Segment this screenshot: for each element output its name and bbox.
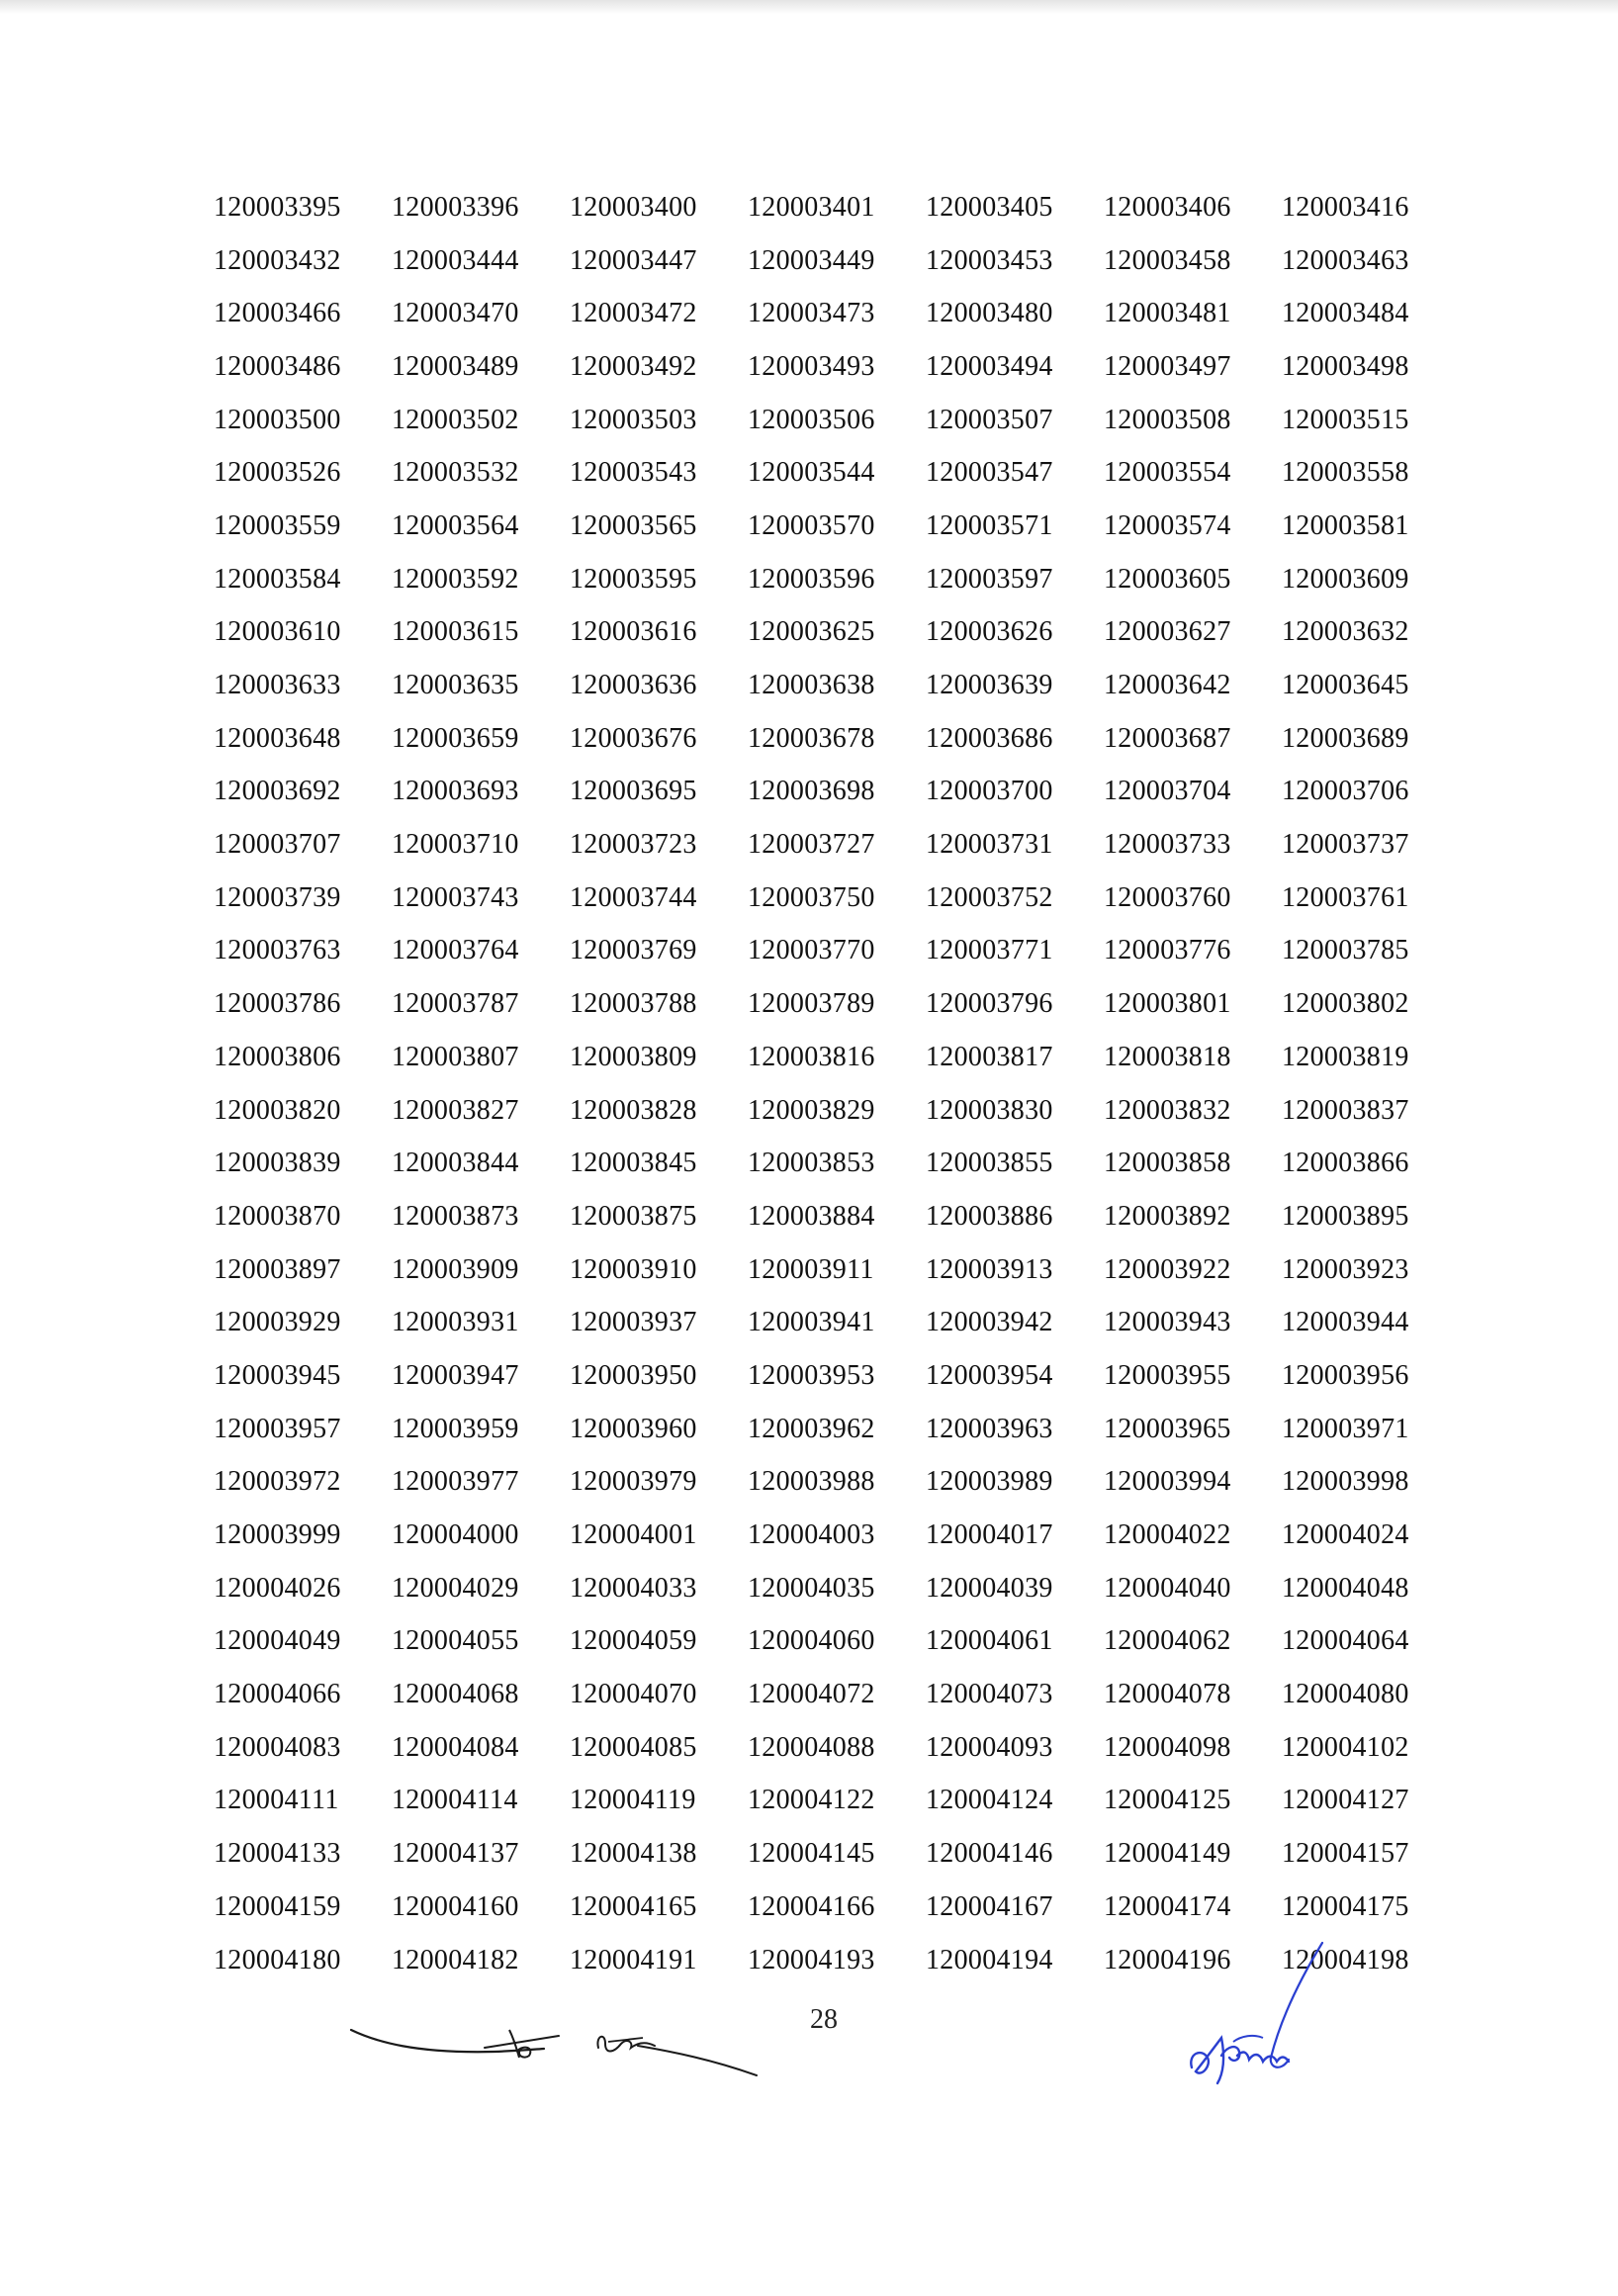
number-cell: 120003739 bbox=[214, 881, 341, 913]
number-cell: 120003625 bbox=[748, 616, 875, 648]
number-cell: 120003818 bbox=[1104, 1041, 1231, 1072]
number-cell: 120004180 bbox=[214, 1944, 341, 1975]
number-cell: 120003796 bbox=[926, 988, 1053, 1020]
table-row bbox=[214, 659, 1440, 712]
number-cell: 120004017 bbox=[926, 1519, 1053, 1551]
number-cell: 120003957 bbox=[214, 1413, 341, 1444]
number-cell: 120003820 bbox=[214, 1094, 341, 1126]
number-cell: 120003945 bbox=[214, 1359, 341, 1391]
table-row bbox=[214, 977, 1440, 1031]
number-cell: 120003605 bbox=[1104, 563, 1231, 595]
number-cell: 120004194 bbox=[926, 1944, 1053, 1975]
number-cell: 120003953 bbox=[748, 1359, 875, 1391]
number-cell: 120003486 bbox=[214, 350, 341, 382]
number-cell: 120003731 bbox=[926, 829, 1053, 861]
number-cell: 120003574 bbox=[1104, 509, 1231, 541]
number-cell: 120004088 bbox=[748, 1731, 875, 1763]
number-cell: 120003571 bbox=[926, 509, 1053, 541]
number-cell: 120004137 bbox=[392, 1838, 519, 1870]
number-cell: 120003770 bbox=[748, 935, 875, 966]
number-cell: 120003416 bbox=[1282, 191, 1409, 223]
number-cell: 120003733 bbox=[1104, 829, 1231, 861]
page-number: 28 bbox=[810, 2004, 838, 2035]
number-cell: 120004093 bbox=[926, 1731, 1053, 1763]
table-row bbox=[214, 1721, 1440, 1775]
number-cell: 120003875 bbox=[570, 1200, 697, 1232]
table-row bbox=[214, 553, 1440, 606]
number-cell: 120004040 bbox=[1104, 1572, 1231, 1604]
number-cell: 120003627 bbox=[1104, 616, 1231, 648]
number-cell: 120003828 bbox=[570, 1094, 697, 1126]
number-cell: 120003752 bbox=[926, 881, 1053, 913]
number-cell: 120003989 bbox=[926, 1466, 1053, 1498]
table-row bbox=[214, 394, 1440, 447]
number-cell: 120003472 bbox=[570, 298, 697, 329]
number-cell: 120003837 bbox=[1282, 1094, 1409, 1126]
table-row bbox=[214, 712, 1440, 766]
number-cell: 120003706 bbox=[1282, 776, 1409, 807]
number-cell: 120004102 bbox=[1282, 1731, 1409, 1763]
number-cell: 120003449 bbox=[748, 244, 875, 276]
number-cell: 120004062 bbox=[1104, 1625, 1231, 1657]
table-row bbox=[214, 340, 1440, 394]
number-cell: 120003497 bbox=[1104, 350, 1231, 382]
number-cell: 120003626 bbox=[926, 616, 1053, 648]
number-cell: 120003943 bbox=[1104, 1307, 1231, 1338]
number-cell: 120004026 bbox=[214, 1572, 341, 1604]
number-cell: 120003999 bbox=[214, 1519, 341, 1551]
signature-right-icon bbox=[1182, 1939, 1340, 2107]
number-cell: 120003941 bbox=[748, 1307, 875, 1338]
number-cell: 120004064 bbox=[1282, 1625, 1409, 1657]
number-cell: 120003695 bbox=[570, 776, 697, 807]
number-cell: 120003944 bbox=[1282, 1307, 1409, 1338]
number-cell: 120003633 bbox=[214, 670, 341, 701]
table-row bbox=[214, 818, 1440, 872]
number-cell: 120003500 bbox=[214, 404, 341, 435]
table-body bbox=[214, 181, 1440, 1986]
registration-number-table bbox=[214, 181, 1440, 1986]
table-row bbox=[214, 446, 1440, 500]
number-cell: 120003819 bbox=[1282, 1041, 1409, 1072]
number-cell: 120004149 bbox=[1104, 1838, 1231, 1870]
number-cell: 120003771 bbox=[926, 935, 1053, 966]
number-cell: 120003508 bbox=[1104, 404, 1231, 435]
number-cell: 120003466 bbox=[214, 298, 341, 329]
number-cell: 120003962 bbox=[748, 1413, 875, 1444]
table-row bbox=[214, 1775, 1440, 1828]
number-cell: 120004060 bbox=[748, 1625, 875, 1657]
number-cell: 120004160 bbox=[392, 1890, 519, 1922]
table-row bbox=[214, 234, 1440, 288]
number-cell: 120004059 bbox=[570, 1625, 697, 1657]
number-cell: 120003498 bbox=[1282, 350, 1409, 382]
number-cell: 120003744 bbox=[570, 881, 697, 913]
number-cell: 120003937 bbox=[570, 1307, 697, 1338]
number-cell: 120004022 bbox=[1104, 1519, 1231, 1551]
number-cell: 120003866 bbox=[1282, 1148, 1409, 1179]
number-cell: 120003447 bbox=[570, 244, 697, 276]
number-cell: 120003855 bbox=[926, 1148, 1053, 1179]
number-cell: 120003761 bbox=[1282, 881, 1409, 913]
number-cell: 120003955 bbox=[1104, 1359, 1231, 1391]
number-cell: 120003659 bbox=[392, 722, 519, 754]
number-cell: 120003638 bbox=[748, 670, 875, 701]
number-cell: 120003698 bbox=[748, 776, 875, 807]
table-row bbox=[214, 1668, 1440, 1721]
number-cell: 120003931 bbox=[392, 1307, 519, 1338]
table-row bbox=[214, 1349, 1440, 1403]
number-cell: 120004078 bbox=[1104, 1679, 1231, 1710]
number-cell: 120003909 bbox=[392, 1253, 519, 1285]
number-cell: 120003401 bbox=[748, 191, 875, 223]
number-cell: 120004159 bbox=[214, 1890, 341, 1922]
number-cell: 120003845 bbox=[570, 1148, 697, 1179]
table-row bbox=[214, 925, 1440, 978]
number-cell: 120003776 bbox=[1104, 935, 1231, 966]
number-cell: 120004068 bbox=[392, 1679, 519, 1710]
number-cell: 120003544 bbox=[748, 457, 875, 489]
number-cell: 120003581 bbox=[1282, 509, 1409, 541]
number-cell: 120003839 bbox=[214, 1148, 341, 1179]
table-row bbox=[214, 1296, 1440, 1349]
number-cell: 120003642 bbox=[1104, 670, 1231, 701]
number-cell: 120003484 bbox=[1282, 298, 1409, 329]
table-row bbox=[214, 500, 1440, 553]
number-cell: 120003700 bbox=[926, 776, 1053, 807]
number-cell: 120004084 bbox=[392, 1731, 519, 1763]
number-cell: 120004066 bbox=[214, 1679, 341, 1710]
number-cell: 120004035 bbox=[748, 1572, 875, 1604]
number-cell: 120004193 bbox=[748, 1944, 875, 1975]
table-row bbox=[214, 1509, 1440, 1562]
number-cell: 120004124 bbox=[926, 1785, 1053, 1816]
number-cell: 120003750 bbox=[748, 881, 875, 913]
table-row bbox=[214, 1456, 1440, 1510]
table-row bbox=[214, 1827, 1440, 1881]
number-cell: 120003689 bbox=[1282, 722, 1409, 754]
number-cell: 120003956 bbox=[1282, 1359, 1409, 1391]
number-cell: 120004098 bbox=[1104, 1731, 1231, 1763]
number-cell: 120004174 bbox=[1104, 1890, 1231, 1922]
number-cell: 120003632 bbox=[1282, 616, 1409, 648]
number-cell: 120004001 bbox=[570, 1519, 697, 1551]
table-row bbox=[214, 1137, 1440, 1190]
number-cell: 120004083 bbox=[214, 1731, 341, 1763]
number-cell: 120003609 bbox=[1282, 563, 1409, 595]
number-cell: 120004048 bbox=[1282, 1572, 1409, 1604]
number-cell: 120003858 bbox=[1104, 1148, 1231, 1179]
number-cell: 120003480 bbox=[926, 298, 1053, 329]
number-cell: 120003977 bbox=[392, 1466, 519, 1498]
number-cell: 120003786 bbox=[214, 988, 341, 1020]
table-row bbox=[214, 1881, 1440, 1934]
number-cell: 120004133 bbox=[214, 1838, 341, 1870]
number-cell: 120003994 bbox=[1104, 1466, 1231, 1498]
number-cell: 120003554 bbox=[1104, 457, 1231, 489]
number-cell: 120003458 bbox=[1104, 244, 1231, 276]
number-cell: 120003547 bbox=[926, 457, 1053, 489]
table-row bbox=[214, 766, 1440, 819]
number-cell: 120004049 bbox=[214, 1625, 341, 1657]
table-row bbox=[214, 606, 1440, 660]
number-cell: 120003788 bbox=[570, 988, 697, 1020]
number-cell: 120003895 bbox=[1282, 1200, 1409, 1232]
number-cell: 120003507 bbox=[926, 404, 1053, 435]
number-cell: 120003963 bbox=[926, 1413, 1053, 1444]
number-cell: 120003910 bbox=[570, 1253, 697, 1285]
number-cell: 120004003 bbox=[748, 1519, 875, 1551]
number-cell: 120003470 bbox=[392, 298, 519, 329]
number-cell: 120003526 bbox=[214, 457, 341, 489]
number-cell: 120003616 bbox=[570, 616, 697, 648]
number-cell: 120003707 bbox=[214, 829, 341, 861]
number-cell: 120004175 bbox=[1282, 1890, 1409, 1922]
number-cell: 120003801 bbox=[1104, 988, 1231, 1020]
table-row bbox=[214, 287, 1440, 340]
number-cell: 120003597 bbox=[926, 563, 1053, 595]
number-cell: 120003648 bbox=[214, 722, 341, 754]
number-cell: 120003704 bbox=[1104, 776, 1231, 807]
number-cell: 120004196 bbox=[1104, 1944, 1231, 1975]
number-cell: 120004070 bbox=[570, 1679, 697, 1710]
number-cell: 120003959 bbox=[392, 1413, 519, 1444]
number-cell: 120003954 bbox=[926, 1359, 1053, 1391]
number-cell: 120003405 bbox=[926, 191, 1053, 223]
number-cell: 120003595 bbox=[570, 563, 697, 595]
number-cell: 120004024 bbox=[1282, 1519, 1409, 1551]
number-cell: 120003639 bbox=[926, 670, 1053, 701]
number-cell: 120004119 bbox=[570, 1785, 696, 1816]
number-cell: 120003678 bbox=[748, 722, 875, 754]
number-cell: 120003596 bbox=[748, 563, 875, 595]
number-cell: 120003687 bbox=[1104, 722, 1231, 754]
number-cell: 120004157 bbox=[1282, 1838, 1409, 1870]
number-cell: 120003979 bbox=[570, 1466, 697, 1498]
number-cell: 120003950 bbox=[570, 1359, 697, 1391]
number-cell: 120004166 bbox=[748, 1890, 875, 1922]
number-cell: 120003570 bbox=[748, 509, 875, 541]
number-cell: 120003853 bbox=[748, 1148, 875, 1179]
table-row bbox=[214, 1615, 1440, 1669]
number-cell: 120003492 bbox=[570, 350, 697, 382]
number-cell: 120003395 bbox=[214, 191, 341, 223]
number-cell: 120003493 bbox=[748, 350, 875, 382]
number-cell: 120004122 bbox=[748, 1785, 875, 1816]
number-cell: 120003832 bbox=[1104, 1094, 1231, 1126]
number-cell: 120003764 bbox=[392, 935, 519, 966]
number-cell: 120003785 bbox=[1282, 935, 1409, 966]
number-cell: 120003988 bbox=[748, 1466, 875, 1498]
number-cell: 120003693 bbox=[392, 776, 519, 807]
number-cell: 120003806 bbox=[214, 1041, 341, 1072]
number-cell: 120003610 bbox=[214, 616, 341, 648]
number-cell: 120003463 bbox=[1282, 244, 1409, 276]
number-cell: 120003532 bbox=[392, 457, 519, 489]
number-cell: 120004085 bbox=[570, 1731, 697, 1763]
number-cell: 120003584 bbox=[214, 563, 341, 595]
number-cell: 120003827 bbox=[392, 1094, 519, 1126]
number-cell: 120003844 bbox=[392, 1148, 519, 1179]
number-cell: 120003723 bbox=[570, 829, 697, 861]
number-cell: 120003676 bbox=[570, 722, 697, 754]
number-cell: 120003998 bbox=[1282, 1466, 1409, 1498]
number-cell: 120003727 bbox=[748, 829, 875, 861]
number-cell: 120003972 bbox=[214, 1466, 341, 1498]
number-cell: 120003892 bbox=[1104, 1200, 1231, 1232]
number-cell: 120004145 bbox=[748, 1838, 875, 1870]
number-cell: 120003870 bbox=[214, 1200, 341, 1232]
number-cell: 120004182 bbox=[392, 1944, 519, 1975]
number-cell: 120004146 bbox=[926, 1838, 1053, 1870]
number-cell: 120003743 bbox=[392, 881, 519, 913]
table-row bbox=[214, 1562, 1440, 1615]
number-cell: 120003543 bbox=[570, 457, 697, 489]
number-cell: 120003809 bbox=[570, 1041, 697, 1072]
number-cell: 120003829 bbox=[748, 1094, 875, 1126]
number-cell: 120003686 bbox=[926, 722, 1053, 754]
number-cell: 120003565 bbox=[570, 509, 697, 541]
number-cell: 120003971 bbox=[1282, 1413, 1409, 1444]
number-cell: 120003947 bbox=[392, 1359, 519, 1391]
number-cell: 120004033 bbox=[570, 1572, 697, 1604]
number-cell: 120004125 bbox=[1104, 1785, 1231, 1816]
number-cell: 120003481 bbox=[1104, 298, 1231, 329]
number-cell: 120003911 bbox=[748, 1253, 874, 1285]
number-cell: 120003494 bbox=[926, 350, 1053, 382]
number-cell: 120003789 bbox=[748, 988, 875, 1020]
number-cell: 120003503 bbox=[570, 404, 697, 435]
number-cell: 120003737 bbox=[1282, 829, 1409, 861]
number-cell: 120003897 bbox=[214, 1253, 341, 1285]
number-cell: 120004039 bbox=[926, 1572, 1053, 1604]
number-cell: 120003473 bbox=[748, 298, 875, 329]
number-cell: 120004127 bbox=[1282, 1785, 1409, 1816]
number-cell: 120004000 bbox=[392, 1519, 519, 1551]
table-row bbox=[214, 1084, 1440, 1138]
number-cell: 120004167 bbox=[926, 1890, 1053, 1922]
scan-shadow bbox=[0, 0, 1618, 14]
number-cell: 120003564 bbox=[392, 509, 519, 541]
table-row bbox=[214, 1031, 1440, 1084]
number-cell: 120003922 bbox=[1104, 1253, 1231, 1285]
number-cell: 120004198 bbox=[1282, 1944, 1409, 1975]
number-cell: 120003515 bbox=[1282, 404, 1409, 435]
number-cell: 120003559 bbox=[214, 509, 341, 541]
number-cell: 120003453 bbox=[926, 244, 1053, 276]
number-cell: 120004061 bbox=[926, 1625, 1053, 1657]
number-cell: 120003802 bbox=[1282, 988, 1409, 1020]
number-cell: 120003873 bbox=[392, 1200, 519, 1232]
number-cell: 120003692 bbox=[214, 776, 341, 807]
number-cell: 120003787 bbox=[392, 988, 519, 1020]
number-cell: 120003965 bbox=[1104, 1413, 1231, 1444]
number-cell: 120003489 bbox=[392, 350, 519, 382]
number-cell: 120003807 bbox=[392, 1041, 519, 1072]
number-cell: 120003913 bbox=[926, 1253, 1053, 1285]
number-cell: 120004055 bbox=[392, 1625, 519, 1657]
signature-left-icon bbox=[346, 2008, 762, 2087]
number-cell: 120003929 bbox=[214, 1307, 341, 1338]
number-cell: 120003444 bbox=[392, 244, 519, 276]
table-row bbox=[214, 1403, 1440, 1456]
number-cell: 120003502 bbox=[392, 404, 519, 435]
table-row bbox=[214, 181, 1440, 234]
number-cell: 120003635 bbox=[392, 670, 519, 701]
number-cell: 120003923 bbox=[1282, 1253, 1409, 1285]
number-cell: 120003769 bbox=[570, 935, 697, 966]
number-cell: 120003760 bbox=[1104, 881, 1231, 913]
number-cell: 120004080 bbox=[1282, 1679, 1409, 1710]
number-cell: 120003636 bbox=[570, 670, 697, 701]
table-row bbox=[214, 1190, 1440, 1243]
number-cell: 120004191 bbox=[570, 1944, 697, 1975]
number-cell: 120003645 bbox=[1282, 670, 1409, 701]
number-cell: 120003816 bbox=[748, 1041, 875, 1072]
number-cell: 120003763 bbox=[214, 935, 341, 966]
number-cell: 120003960 bbox=[570, 1413, 697, 1444]
number-cell: 120004114 bbox=[392, 1785, 518, 1816]
number-cell: 120004165 bbox=[570, 1890, 697, 1922]
number-cell: 120003884 bbox=[748, 1200, 875, 1232]
number-cell: 120003506 bbox=[748, 404, 875, 435]
number-cell: 120003406 bbox=[1104, 191, 1231, 223]
table-row bbox=[214, 872, 1440, 925]
number-cell: 120003396 bbox=[392, 191, 519, 223]
number-cell: 120003432 bbox=[214, 244, 341, 276]
number-cell: 120003400 bbox=[570, 191, 697, 223]
number-cell: 120003615 bbox=[392, 616, 519, 648]
number-cell: 120003710 bbox=[392, 829, 519, 861]
number-cell: 120003830 bbox=[926, 1094, 1053, 1126]
number-cell: 120004072 bbox=[748, 1679, 875, 1710]
number-cell: 120003942 bbox=[926, 1307, 1053, 1338]
number-cell: 120003558 bbox=[1282, 457, 1409, 489]
number-cell: 120004029 bbox=[392, 1572, 519, 1604]
number-cell: 120003817 bbox=[926, 1041, 1053, 1072]
number-cell: 120004073 bbox=[926, 1679, 1053, 1710]
number-cell: 120004138 bbox=[570, 1838, 697, 1870]
number-cell: 120003886 bbox=[926, 1200, 1053, 1232]
number-cell: 120003592 bbox=[392, 563, 519, 595]
number-cell: 120004111 bbox=[214, 1785, 339, 1816]
table-row bbox=[214, 1243, 1440, 1297]
